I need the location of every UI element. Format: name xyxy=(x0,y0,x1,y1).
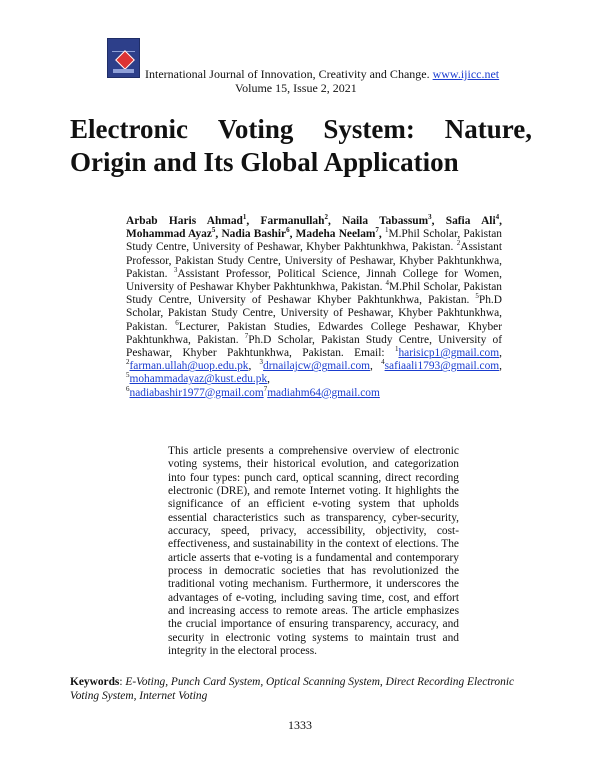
author-name: Madeha Neelam xyxy=(295,228,376,241)
journal-header xyxy=(145,67,499,81)
volume-issue: Volume 15, Issue 2, 2021 xyxy=(235,81,357,95)
journal-name: International Journal of Innovation, Creativity and Change. xyxy=(145,67,430,81)
author-name: Farmanullah xyxy=(260,215,325,227)
journal-url-link[interactable]: www.ijicc.net xyxy=(432,67,500,81)
author-block: Arbab Haris Ahmad$^1$, Farmanullah$^2$, Naila Tabassum$^3$, Safia Ali$^4$, Mohammad Ayaz$^5$, Nadia Bashir$^6$, Madeha Neelam$^7$, $^1$M.Phil Scholar, Pakistan Study Centre, University of Peshawar, Khyber Pakhtunkhwa, Pakistan. $^2$Assistant Professor, Pakistan Study Centre, University of Peshawar, Khyber Pakhtunkhwa, Pakistan. $^3$Assistant Professor, Political Science, Jinnah College for Women, University of Peshawar Khyber Pakhtunkhwa, Pakistan. $^4$M.Phil Scholar, Pakistan Study Centre, University of Peshawar Khyber Pakhtunkhwa, Pakistan. $^5$Ph.D Scholar, Pakistan Study Centre, University of Peshawar, Khyber Pakhtunkhwa, Pakistan. $^6$Lecturer, Pakistan Studies, Edwardes College Peshawar, Khyber Pakhtunkhwa, Pakistan. $^7$Ph.D Scholar, Pakistan Study Centre, University of Peshawar, Khyber Pakhtunkhwa, Pakistan. Email: $^1$harisicp1@gmail.com, $^2$farman.ullah@uop.edu.pk, $^3$drnailajcw@gmail.com, $^4$safiaali1793@gmail.com, $^5$mohammadayaz@kust.edu.pk, $^6$nadiabashir1977@gmail.com$^7$madiahm64@gmail.com xyxy=(126,213,502,399)
author-name: Arbab Haris Ahmad xyxy=(126,215,243,227)
title-word: Electronic xyxy=(70,114,188,144)
email-sup: 6 xyxy=(126,384,130,393)
title-word: Nature, xyxy=(444,114,532,144)
title-line-1 xyxy=(70,113,532,146)
keywords-label: Keywords xyxy=(70,676,120,688)
affiliation-sup: 7 xyxy=(244,332,249,341)
author-sup: 7 xyxy=(375,226,379,235)
journal-logo-icon xyxy=(107,38,140,78)
affiliation-text: Ph.D Scholar, Pakistan Study Centre, University of Peshawar, Khyber Pakhtunkhwa, Pakistan. xyxy=(126,294,502,333)
email-sup: 4 xyxy=(381,358,385,367)
author-sup: 2 xyxy=(324,213,328,222)
author-sup: 1 xyxy=(242,213,247,222)
email-sup: 1 xyxy=(394,345,399,354)
author-name: Safia Ali xyxy=(445,215,496,227)
paper-title xyxy=(70,113,532,179)
affiliation-text: Lecturer, Pakistan Studies, Edwardes College Peshawar, Khyber Pakhtunkhwa, Pakistan. xyxy=(126,320,502,346)
affiliation-sup: 6 xyxy=(175,318,179,327)
author-sup: 4 xyxy=(495,213,500,222)
email-link[interactable]: harisicp1@gmail.com xyxy=(398,347,500,360)
abstract: This article presents a comprehensive overview of electronic voting systems, their historical evolution, and categorization into four types: punch card, optical scanning, direct recording electronic (DRE), and remote Internet voting. It highlights the significance of an efficient e-voting system that upholds essential characteristics such as transparency, cyber-security, accuracy, speed, privacy, accessibility, objectivity, cost-effectiveness, and sustainability in the context of elections. The article asserts that e-voting is a fundamental and contemporary process in democratic societies that has revolutionized the traditional voting mechanism. Furthermore, it underscores the advantages of e-voting, including saving time, cost, and effort and increasing access to remote areas. The article emphasizes the crucial importance of ensuring transparency, accuracy, and security in electronic voting systems to maintain trust and integrity in the electoral process. xyxy=(168,445,459,658)
title-line-2: Origin and Its Global Application xyxy=(70,147,459,177)
author-sup: 3 xyxy=(428,213,432,222)
keywords-text: E-Voting, Punch Card System, Optical Scanning System, Direct Recording Electronic Voting System, Internet Voting xyxy=(70,676,515,702)
email-link[interactable]: nadiabashir1977@gmail.com xyxy=(129,386,264,399)
affiliation-sup: 1 xyxy=(384,226,389,235)
keywords: Keywords: E-Voting, Punch Card System, Optical Scanning System, Direct Recording Electronic Voting System, Internet Voting xyxy=(70,676,515,702)
email-sup: 5 xyxy=(126,371,130,380)
affiliation-sup: 3 xyxy=(173,266,178,275)
affiliation-text: Assistant Professor, Pakistan Study Centre, University of Peshawar, Khyber Pakhtunkhwa, Pakistan. xyxy=(126,241,502,280)
email-link[interactable]: safiaali1793@gmail.com xyxy=(384,360,500,373)
author-name: Mohammad Ayaz xyxy=(126,228,212,241)
email-sup: 2 xyxy=(126,358,130,367)
author-sup: 6 xyxy=(286,226,290,235)
author-sup: 5 xyxy=(211,226,216,235)
email-sup: 3 xyxy=(259,358,264,367)
author-names: Arbab Haris Ahmad$^1$, Farmanullah$^2$, Naila Tabassum$^3$, Safia Ali$^4$, Mohammad Ayaz$^5$, Nadia Bashir$^6$, Madeha Neelam$^7$, xyxy=(126,213,502,241)
email-link[interactable]: drnailajcw@gmail.com xyxy=(263,360,371,373)
affiliation-sup: 5 xyxy=(475,292,479,301)
email-link[interactable]: farman.ullah@uop.edu.pk xyxy=(129,360,249,373)
affiliation-text: M.Phil Scholar, Pakistan Study Centre, University of Peshawar Khyber Pakhtunkhwa, Pakistan. xyxy=(126,281,502,307)
title-word: Voting xyxy=(217,114,294,144)
email-link[interactable]: mohammadayaz@kust.edu.pk xyxy=(129,373,268,386)
page-number: 1333 xyxy=(288,718,312,732)
affiliation-sup: 2 xyxy=(456,239,461,248)
affiliation-text: Ph.D Scholar, Pakistan Study Centre, University of Peshawar, Khyber Pakhtunkhwa, Pakistan. xyxy=(126,333,502,360)
email-sup: 7 xyxy=(263,384,268,393)
email-label: Email: xyxy=(354,347,385,360)
affiliation-text: Assistant Professor, Political Science, Jinnah College for Women, University of Peshawar Khyber Pakhtunkhwa, Pakistan. xyxy=(126,267,502,294)
affiliation-text: M.Phil Scholar, Pakistan Study Centre, University of Peshawar, Khyber Pakhtunkhwa, Pakistan. xyxy=(126,228,502,254)
email-link[interactable]: madiahm64@gmail.com xyxy=(267,386,380,399)
affiliation-sup: 4 xyxy=(385,279,389,288)
author-name: Naila Tabassum xyxy=(342,215,429,227)
author-name: Nadia Bashir xyxy=(221,228,287,241)
title-word: System: xyxy=(323,114,415,144)
